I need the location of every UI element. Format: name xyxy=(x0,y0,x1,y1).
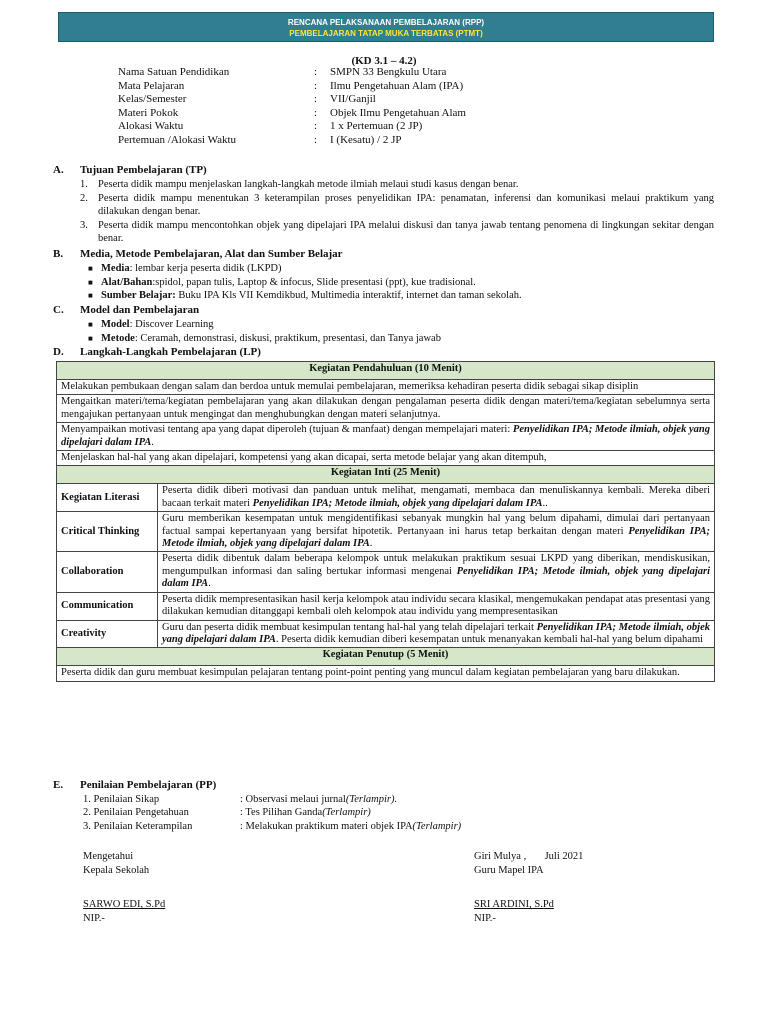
section-e-title: Penilaian Pembelajaran (PP) xyxy=(80,779,217,791)
signature-right: Giri Mulya , Juli 2021 Guru Mapel IPA SRI ARDINI, S.Pd NIP.- xyxy=(474,851,584,924)
identity-block xyxy=(118,66,466,148)
table-row: Menjelaskan hal-hal yang akan dipelajari, kompetensi yang akan dicapai, serta metode belajar yang akan ditempuh, xyxy=(57,451,715,466)
pendahuluan-header: Kegiatan Pendahuluan (10 Menit) xyxy=(57,362,715,380)
communication-label: Communication xyxy=(57,592,158,620)
header-title: RENCANA PELAKSANAAN PEMBELAJARAN (RPP) xyxy=(287,18,485,27)
list-item: 1. Peserta didik mampu menjelaskan langkah-langkah metode ilmiah melaui studi kasus dengan benar. xyxy=(80,179,519,190)
header-subtitle: PEMBELAJARAN TATAP MUKA TERBATAS (PTMT) xyxy=(289,29,483,38)
list-item: ■ Sumber Belajar: Buku IPA Kls VII Kemdikbud, Multimedia interaktif, internet dan taman sekolah. xyxy=(88,290,522,302)
identity-row: Nama Satuan Pendidikan : SMPN 33 Bengkulu Utara xyxy=(118,66,447,78)
list-item: ■ Alat/Bahan:spidol, papan tulis, Laptop & infocus, Slide presentasi (ppt), kue tradisional. xyxy=(88,276,476,288)
bullet-square-icon: ■ xyxy=(88,320,93,329)
identity-value: Objek Ilmu Pengetahuan Alam xyxy=(330,106,466,119)
assessment-list xyxy=(83,793,461,833)
identity-label: Mata Pelajaran xyxy=(118,79,185,92)
identity-row: Materi Pokok : Objek Ilmu Pengetahuan Alam xyxy=(118,106,466,119)
section-e-heading: E. Penilaian Pembelajaran (PP) xyxy=(53,779,217,791)
identity-label: Materi Pokok xyxy=(118,106,179,119)
section-c-heading: C. Model dan Pembelajaran xyxy=(53,304,200,316)
kd-label: (KD 3.1 – 4.2) xyxy=(351,55,417,67)
identity-row: Mata Pelajaran : Ilmu Pengetahuan Alam (IPA) xyxy=(118,79,464,92)
bullet-square-icon: ■ xyxy=(88,333,93,343)
table-row: Peserta didik dan guru membuat kesimpulan pelajaran tentang point-point penting yang muncul dalam kegiatan pembelajaran yang baru dilakukan. xyxy=(57,666,715,681)
list-item: 3. Peserta didik mampu mencontohkan objek yang dipelajari IPA melalui diskusi dan tanya jawab tentang penomena di lingkungan sekitar dengan benar. xyxy=(80,219,714,245)
section-c-title: Model dan Pembelajaran xyxy=(80,304,200,316)
identity-value: I (Kesatu) / 2 JP xyxy=(330,133,402,146)
table-row: Melakukan pembukaan dengan salam dan berdoa untuk memulai pembelajaran, memeriksa kehadiran peserta didik sebagai sikap disiplin xyxy=(57,380,715,395)
list-item: 2. Penilaian Pengetahuan : Tes Pilihan Ganda (Terlampir) xyxy=(83,807,371,819)
bullet-square-icon: ■ xyxy=(88,264,93,273)
identity-label: Alokasi Waktu xyxy=(118,120,184,133)
collaboration-label: Collaboration xyxy=(57,552,158,592)
section-b-title: Media, Metode Pembelajaran, Alat dan Sumber Belajar xyxy=(80,248,343,260)
identity-value: Ilmu Pengetahuan Alam (IPA) xyxy=(330,79,464,92)
identity-label: Pertemuan /Alokasi Waktu xyxy=(118,133,237,146)
list-item: ■ Model: Discover Learning xyxy=(88,319,214,330)
communication-text: Peserta didik mempresentasikan hasil kerja kelompok atau individu secara klasikal, mengemukakan pendapat atas presentasi yang dilakukan kemudian ditanggapi kembali oleh kelompok atau individu yang mempresentasikan xyxy=(158,592,715,620)
inti-header: Kegiatan Inti (25 Menit) xyxy=(57,466,715,484)
bullet-square-icon: ■ xyxy=(88,277,93,287)
section-b-heading: B. Media, Metode Pembelajaran, Alat dan Sumber Belajar xyxy=(53,248,343,260)
learning-steps-table xyxy=(56,361,715,682)
identity-row: Alokasi Waktu : 1 x Pertemuan (2 JP) xyxy=(118,120,423,133)
table-row: Menyampaikan motivasi tentang apa yang dapat diperoleh (tujuan & manfaat) dengan mempelajari materi: Penyelidikan IPA; Metode ilmiah, objek yang dipelajari dalam IPA. xyxy=(57,423,715,451)
literasi-text: Peserta didik diberi motivasi dan panduan untuk melihat, mengamati, membaca dan menuliskannya kembali. Mereka diberi bacaan terkait materi Penyelidikan IPA; Metode ilmiah, objek yang dipelajari dalam IPA.. xyxy=(158,484,715,512)
section-a-title: Tujuan Pembelajaran (TP) xyxy=(80,164,207,176)
list-item: ■ Media: lembar kerja peserta didik (LKPD) xyxy=(88,263,282,274)
list-item: 3. Penilaian Keterampilan : Melakukan praktikum materi objek IPA (Terlampir) xyxy=(83,820,462,832)
identity-label: Kelas/Semester xyxy=(118,93,187,106)
bullet-square-icon: ■ xyxy=(88,291,93,301)
creativity-label: Creativity xyxy=(57,620,158,648)
teacher-name: SRI ARDINI, S.Pd xyxy=(474,899,554,911)
list-item: 2. Peserta didik mampu menentukan 3 keterampilan proses penyelidikan IPA: penamatan, inferensi dan komunikasi melaui praktikum yang dilakukan dengan benar. xyxy=(80,192,714,218)
identity-row: Kelas/Semester : VII/Ganjil xyxy=(118,93,376,106)
creativity-text: Guru dan peserta didik membuat kesimpulan tentang hal-hal yang telah dipelajari terkait Penyelidikan IPA; Metode ilmiah, objek yang dipelajari dalam IPA. Peserta didik kemudian diberi kesempatan untuk menanyakan kembali hal-hal yang belum dipahami xyxy=(158,620,715,648)
identity-value: VII/Ganjil xyxy=(330,93,376,106)
literasi-label: Kegiatan Literasi xyxy=(57,484,158,512)
identity-row: Pertemuan /Alokasi Waktu : I (Kesatu) / 2 JP xyxy=(118,133,402,146)
collaboration-text: Peserta didik dibentuk dalam beberapa kelompok untuk melakukan praktikum sesuai LKPD yang diberikan, mendiskusikan, mengumpulkan informasi dan saling bertukar informasi mengenai Penyelidikan IPA; Metode ilmiah, objek yang dipelajari dalam IPA. xyxy=(158,552,715,592)
objectives-list xyxy=(80,178,714,246)
list-item: 1. Penilaian Sikap : Observasi melaui jurnal (Terlampir). xyxy=(83,794,398,805)
critical-thinking-text: Guru memberikan kesempatan untuk mengidentifikasi sebanyak mungkin hal yang belum dipahami, dimulai dari pertanyaan factual sampai kepertanyaan yang bersifat hipotetik. Pertanyaan ini harus tetap berkaitan dengan materi Penyelidikan IPA; Metode ilmiah, objek yang dipelajari dalam IPA. xyxy=(158,512,715,552)
section-d-title: Langkah-Langkah Pembelajaran (LP) xyxy=(80,346,261,358)
signature-left: Mengetahui Kepala Sekolah SARWO EDI, S.Pd NIP.- xyxy=(83,851,166,924)
identity-label: Nama Satuan Pendidikan xyxy=(118,66,230,78)
identity-value: 1 x Pertemuan (2 JP) xyxy=(330,120,423,133)
headmaster-name: SARWO EDI, S.Pd xyxy=(83,899,166,911)
section-d-heading: D. Langkah-Langkah Pembelajaran (LP) xyxy=(53,346,261,358)
document-header-banner xyxy=(58,12,714,42)
list-item: ■ Metode: Ceramah, demonstrasi, diskusi, praktikum, presentasi, dan Tanya jawab xyxy=(88,332,441,344)
penutup-header: Kegiatan Penutup (5 Menit) xyxy=(57,648,715,666)
section-a-heading: A. Tujuan Pembelajaran (TP) xyxy=(53,164,207,176)
critical-thinking-label: Critical Thinking xyxy=(57,512,158,552)
model-list xyxy=(88,318,714,345)
table-row: Mengaitkan materi/tema/kegiatan pembelajaran yang akan dilakukan dengan pengalaman peserta didik dengan materi/tema/kegiatan sebelumnya serta mengajukan pertanyaan untuk mengingat dan menghubungkan dengan materi selanjutnya. xyxy=(57,395,715,423)
media-list xyxy=(88,262,714,303)
identity-value: SMPN 33 Bengkulu Utara xyxy=(330,66,447,78)
